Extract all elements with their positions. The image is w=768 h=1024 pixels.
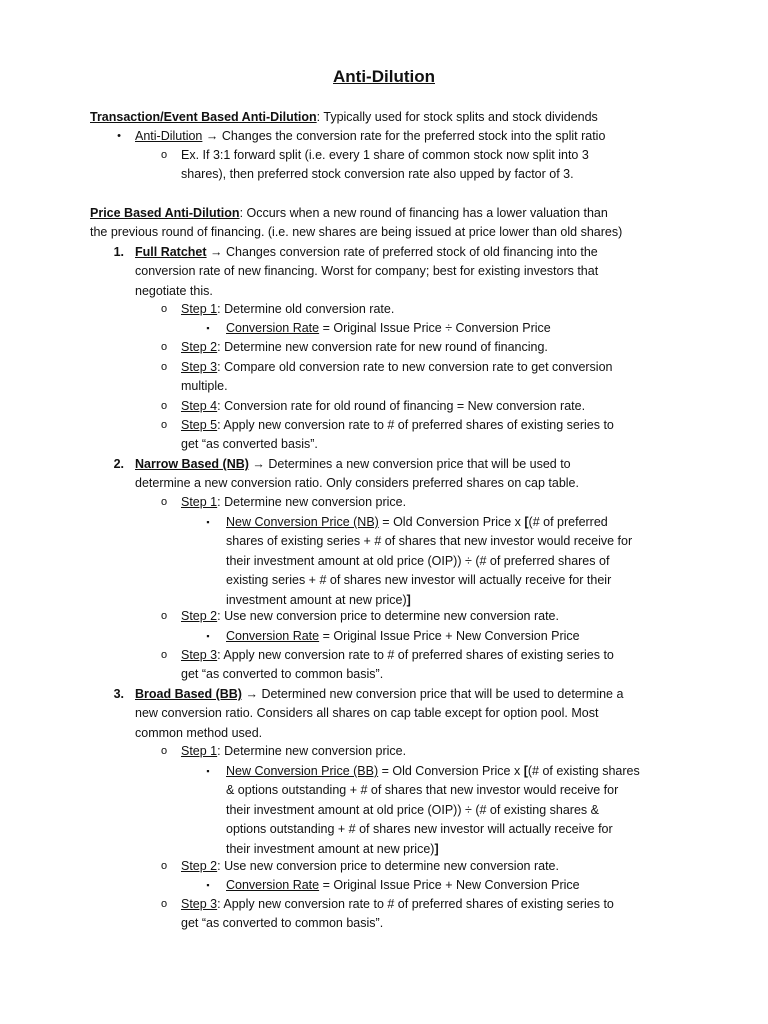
step-text: : Apply new conversion rate to # of preferred shares of existing series to <box>217 897 614 911</box>
full-ratchet-step-3 <box>181 358 613 397</box>
text-line: their investment amount at new price) <box>226 841 435 856</box>
arrow-icon: → <box>210 245 223 259</box>
step-text: : Use new conversion price to determine new conversion rate. <box>217 609 559 623</box>
broad-conversion-rate <box>226 876 580 895</box>
text-line: multiple. <box>181 379 228 394</box>
text-line: get “as converted basis”. <box>181 437 318 452</box>
broad-step-3 <box>181 895 614 934</box>
step-text: : Determine new conversion price. <box>217 495 407 509</box>
bracket: [ <box>523 764 528 778</box>
step-text: : Apply new conversion rate to # of preferred shares of existing series to <box>217 418 614 432</box>
anti-dilution-bullet <box>135 127 605 146</box>
step-text: : Apply new conversion rate to # of preferred shares of existing series to <box>217 648 614 662</box>
square-marker: ▪ <box>206 517 210 527</box>
text-line: Changes conversion rate of preferred stock of old financing into the <box>226 245 598 259</box>
arrow-icon: → <box>245 687 258 701</box>
step-text: : Use new conversion price to determine new conversion rate. <box>217 859 559 873</box>
circle-marker: o <box>160 341 168 353</box>
transaction-description: : Typically used for stock splits and stock dividends <box>316 110 598 124</box>
full-ratchet-step-2 <box>181 338 548 357</box>
text-line: their investment amount at old price (OIP)) ÷ (# of preferred shares of <box>226 553 610 568</box>
bracket: ] <box>434 841 439 856</box>
arrow-icon: → <box>205 129 219 143</box>
square-marker: ▪ <box>206 323 210 333</box>
price-description: : Occurs when a new round of financing has a lower valuation than <box>239 206 608 220</box>
formula-text: (# of preferred <box>528 515 608 529</box>
step-text: : Determine old conversion rate. <box>217 302 395 316</box>
step-label: Step 4 <box>181 399 218 413</box>
circle-marker: o <box>160 303 168 315</box>
narrow-step-3 <box>181 646 614 685</box>
square-marker: ▪ <box>206 766 210 776</box>
circle-marker: o <box>160 149 168 161</box>
step-label: Step 2 <box>181 340 218 354</box>
formula-text: = Old Conversion Price x <box>378 515 525 529</box>
text-line: Ex. If 3:1 forward split (i.e. every 1 share of common stock now split into 3 <box>181 148 589 162</box>
text-line: shares of existing series + # of shares that new investor would receive for <box>226 534 633 549</box>
text-line: & options outstanding + # of shares that new investor would receive for <box>226 783 619 798</box>
full-ratchet-step-5 <box>181 416 614 455</box>
text-line: new conversion ratio. Considers all shares on cap table except for option pool. Most <box>135 706 599 721</box>
full-ratchet-label: Full Ratchet <box>135 245 207 259</box>
circle-marker: o <box>160 361 168 373</box>
formula-text: = Original Issue Price + New Conversion Price <box>319 878 580 892</box>
text-line: their investment amount at old price (OIP)) ÷ (# of existing shares & <box>226 802 599 817</box>
formula-label: Conversion Rate <box>226 629 320 643</box>
narrow-step-1 <box>181 493 406 512</box>
full-ratchet-conversion-rate <box>226 319 551 338</box>
formula-label: New Conversion Price (NB) <box>226 515 379 529</box>
narrow-based-item <box>135 455 579 494</box>
list-number: 1. <box>113 245 124 259</box>
text-line: the previous round of financing. (i.e. new shares are being issued at price lower than old shares) <box>90 225 623 240</box>
narrow-based-label: Narrow Based (NB) <box>135 457 249 471</box>
transaction-heading: Transaction/Event Based Anti-Dilution <box>90 110 317 124</box>
circle-marker: o <box>160 745 168 757</box>
list-number: 2. <box>113 457 124 471</box>
step-text: : Determine new conversion price. <box>217 744 407 758</box>
circle-marker: o <box>160 496 168 508</box>
text-line: investment amount at new price) <box>226 592 407 607</box>
step-label: Step 2 <box>181 859 218 873</box>
text-line: shares), then preferred stock conversion rate also upped by factor of 3. <box>181 167 574 182</box>
full-ratchet-step-4 <box>181 397 585 416</box>
step-label: Step 1 <box>181 744 218 758</box>
step-label: Step 2 <box>181 609 218 623</box>
text-line: existing series + # of shares new investor will actually receive for their <box>226 573 612 588</box>
formula-text: = Original Issue Price + New Conversion Price <box>319 629 580 643</box>
circle-marker: o <box>160 400 168 412</box>
step-label: Step 3 <box>181 648 218 662</box>
broad-based-item <box>135 685 623 743</box>
circle-marker: o <box>160 649 168 661</box>
text-line: conversion rate of new financing. Worst for company; best for existing investors that <box>135 264 599 279</box>
broad-step-1 <box>181 742 406 761</box>
formula-text: = Original Issue Price ÷ Conversion Price <box>319 321 551 335</box>
anti-dilution-text: Changes the conversion rate for the preferred stock into the split ratio <box>221 129 606 143</box>
formula-text: = Old Conversion Price x <box>378 764 524 778</box>
anti-dilution-label: Anti-Dilution <box>135 129 203 143</box>
step-label: Step 1 <box>181 495 218 509</box>
full-ratchet-item <box>135 243 598 301</box>
broad-based-label: Broad Based (BB) <box>135 687 242 701</box>
page-title: Anti-Dilution <box>333 67 435 86</box>
list-number: 3. <box>113 687 124 701</box>
circle-marker: o <box>160 610 168 622</box>
circle-marker: o <box>160 860 168 872</box>
text-line: get “as converted to common basis”. <box>181 916 384 931</box>
text-line: negotiate this. <box>135 283 213 298</box>
narrow-step-2 <box>181 607 559 626</box>
broad-new-conversion-price <box>226 762 640 859</box>
broad-step-2 <box>181 857 559 876</box>
formula-text: (# of existing shares <box>527 764 640 778</box>
circle-marker: o <box>160 898 168 910</box>
narrow-new-conversion-price <box>226 513 632 610</box>
text-line: get “as converted to common basis”. <box>181 667 384 682</box>
text-line: common method used. <box>135 725 263 740</box>
narrow-conversion-rate <box>226 627 580 646</box>
text-line: Determines a new conversion price that will be used to <box>268 457 571 471</box>
text-line: determine a new conversion ratio. Only considers preferred shares on cap table. <box>135 476 579 491</box>
bracket: [ <box>524 515 529 529</box>
step-text: : Compare old conversion rate to new conversion rate to get conversion <box>217 360 613 374</box>
step-label: Step 5 <box>181 418 218 432</box>
transaction-section-heading <box>90 108 598 127</box>
step-label: Step 1 <box>181 302 218 316</box>
circle-marker: o <box>160 419 168 431</box>
price-section-heading <box>90 204 622 243</box>
formula-label: New Conversion Price (BB) <box>226 764 379 778</box>
square-marker: ▪ <box>206 880 210 890</box>
bullet-marker: • <box>117 130 121 142</box>
full-ratchet-step-1 <box>181 300 394 319</box>
step-text: : Conversion rate for old round of financing = New conversion rate. <box>217 399 586 413</box>
square-marker: ▪ <box>206 631 210 641</box>
arrow-icon: → <box>252 457 265 471</box>
text-line: Determined new conversion price that will be used to determine a <box>261 687 624 701</box>
step-label: Step 3 <box>181 360 218 374</box>
price-heading: Price Based Anti-Dilution <box>90 206 240 220</box>
split-example <box>181 146 589 185</box>
step-label: Step 3 <box>181 897 218 911</box>
step-text: : Determine new conversion rate for new round of financing. <box>217 340 548 354</box>
formula-label: Conversion Rate <box>226 321 320 335</box>
bracket: ] <box>406 592 411 607</box>
formula-label: Conversion Rate <box>226 878 320 892</box>
text-line: options outstanding + # of shares new investor will actually receive for <box>226 822 613 837</box>
